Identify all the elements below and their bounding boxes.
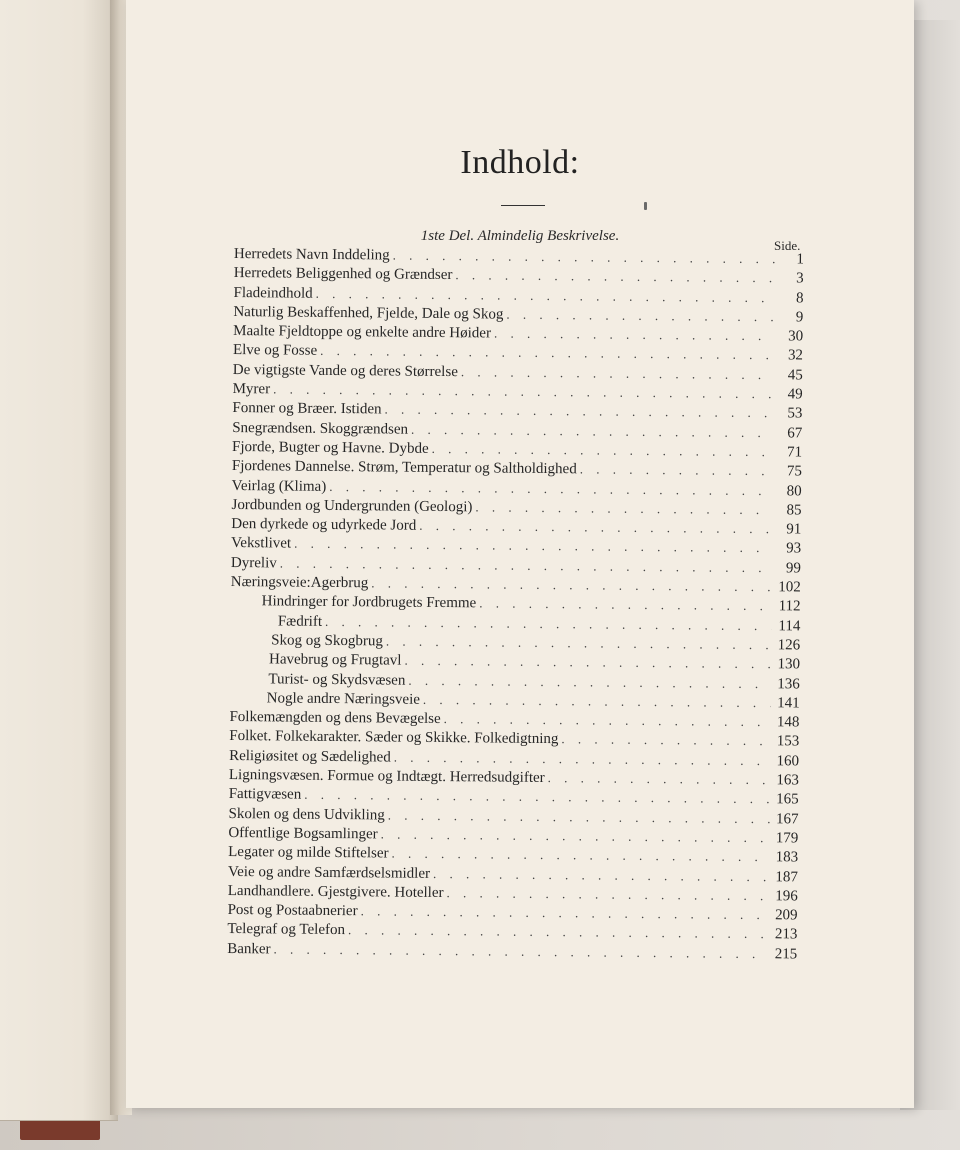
toc-entry-label: Turist- og Skydsvæsen <box>268 670 406 689</box>
toc-leader-dots <box>391 846 769 866</box>
toc-leader-dots <box>304 787 770 807</box>
toc-entry-label: Skog og Skogbrug <box>271 632 383 650</box>
toc-leader-dots <box>423 692 771 711</box>
toc-entry-page-number: 196 <box>775 888 798 905</box>
toc-leader-dots <box>273 381 774 402</box>
toc-entry-label: Maalte Fjeldtoppe og enkelte andre Høider <box>233 323 492 342</box>
toc-leader-dots <box>381 826 770 846</box>
toc-entry-label: Fattigvæsen <box>228 786 302 803</box>
toc-entry-label: Jordbunden og Undergrunden (Geologi) <box>231 496 473 516</box>
table-of-contents-page <box>126 0 914 1108</box>
toc-entry-page-number: 67 <box>787 424 803 442</box>
toc-entry-page-number: 160 <box>776 752 800 770</box>
toc-entry-page-number: 114 <box>778 617 801 635</box>
toc-entry-label: Fjorde, Bugter og Havne. Dybde <box>231 438 429 457</box>
toc-entry-label: Ligningsvæsen. Formue og Indtægt. Herredsudgifter <box>228 766 545 787</box>
toc-entry <box>227 941 797 966</box>
toc-entry-label: Nogle andre Næringsveie <box>266 690 421 708</box>
toc-entry-page-number: 80 <box>786 482 802 500</box>
toc-entry-page-number: 3 <box>796 270 804 287</box>
toc-entry-label: Veirlag (Klima) <box>231 477 327 495</box>
toc-leader-dots <box>561 732 770 750</box>
toc-entry-page-number: 8 <box>795 289 804 307</box>
toc-entry-page-number: 32 <box>787 347 804 364</box>
toc-entry-page-number: 99 <box>785 560 802 577</box>
toc-entry-label: Offentlige Bogsamlinger <box>228 824 378 843</box>
toc-entry-page-number: 163 <box>776 772 799 789</box>
toc-leader-dots <box>411 421 773 440</box>
toc-entry-page-number: 165 <box>776 791 799 808</box>
toc-leader-dots <box>361 903 769 923</box>
toc-entry-label: Dyreliv <box>230 554 277 572</box>
toc-leader-dots <box>394 749 770 769</box>
toc-leader-dots <box>444 711 771 730</box>
toc-leader-dots <box>404 653 771 673</box>
toc-entry-page-number: 49 <box>787 386 803 403</box>
toc-entry-page-number: 71 <box>786 444 803 461</box>
toc-entry-page-number: 141 <box>777 695 800 712</box>
toc-entry-label: Fladeindhold <box>233 284 313 302</box>
toc-entry-label: Myrer <box>232 381 271 398</box>
toc-leader-dots <box>433 865 769 884</box>
toc-entry-page-number: 45 <box>787 367 803 384</box>
toc-entry-label: Naturlig Beskaffenhed, Fjelde, Dale og Skog <box>233 303 504 323</box>
toc-leader-dots <box>408 672 771 691</box>
toc-leader-dots <box>461 364 774 383</box>
toc-entry-label: Fjordenes Dannelse. Strøm, Temperatur og Saltholdighed <box>231 458 577 478</box>
toc-entry-label: Telegraf og Telefon <box>227 921 346 939</box>
toc-leader-dots <box>419 518 772 537</box>
toc-leader-dots <box>386 633 771 653</box>
toc-entry-page-number: 30 <box>788 328 804 345</box>
toc-entry-label: Folkemængden og dens Bevægelse <box>229 709 441 728</box>
toc-leader-dots <box>446 885 768 904</box>
ink-mark <box>644 202 647 210</box>
toc-entry-label: Den dyrkede og udyrkede Jord <box>231 516 417 534</box>
toc-leader-dots <box>320 343 774 363</box>
toc-entry-label: Banker <box>227 940 271 958</box>
toc-entry-page-number: 209 <box>775 907 798 924</box>
toc-entry-label: Fædrift <box>277 613 323 630</box>
toc-entry-page-number: 213 <box>774 926 798 943</box>
toc-entry-page-number: 153 <box>776 733 800 750</box>
toc-leader-dots <box>494 326 774 345</box>
toc-entry-page-number: 102 <box>778 579 801 596</box>
page-title: Indhold: <box>460 144 580 181</box>
toc-leader-dots <box>325 614 771 634</box>
toc-leader-dots <box>385 402 774 422</box>
toc-entry-label: Post og Postaabnerier <box>227 902 358 920</box>
toc-leader-dots <box>329 478 773 498</box>
toc-entry-page-number: 183 <box>775 849 799 866</box>
toc-entry-page-number: 75 <box>786 463 802 480</box>
toc-entry-page-number: 126 <box>777 637 801 654</box>
toc-leader-dots <box>280 555 772 576</box>
toc-leader-dots <box>506 307 774 326</box>
toc-entry-page-number: 93 <box>786 540 802 557</box>
toc-entry-label: Herredets Navn Inddeling <box>233 246 390 264</box>
toc-leader-dots <box>316 285 775 305</box>
toc-leader-dots <box>388 807 770 827</box>
toc-entry-label: Religiøsitet og Sædelighed <box>229 747 391 766</box>
toc-entry-page-number: 187 <box>775 868 799 885</box>
toc-entry-label: Snegrændsen. Skoggrændsen <box>232 419 409 438</box>
toc-leader-dots <box>432 441 773 460</box>
toc-entry-page-number: 136 <box>777 675 800 692</box>
toc-entry-section-prefix: Næringsveie: <box>230 574 311 591</box>
toc-leader-dots <box>548 770 770 788</box>
toc-entry-page-number: 215 <box>774 945 798 963</box>
toc-entry-label: Herredets Beliggenhed og Grændser <box>233 265 453 284</box>
left-page <box>0 0 118 1121</box>
toc-entry-page-number: 130 <box>777 656 801 673</box>
page-column-label: Side. <box>774 238 801 253</box>
toc-leader-dots <box>393 248 775 268</box>
toc-leader-dots <box>294 536 772 557</box>
toc-list <box>227 246 804 965</box>
toc-entry-label: Havebrug og Frugtavl <box>268 651 402 669</box>
toc-entry-page-number: 91 <box>786 521 802 538</box>
toc-entry-label: De vigtigste Vande og deres Størrelse <box>232 361 458 380</box>
toc-entry-page-number: 9 <box>795 309 804 326</box>
toc-entry-label: Legater og milde Stiftelser <box>228 844 389 862</box>
toc-leader-dots <box>580 462 773 480</box>
toc-entry-label: Skolen og dens Udvikling <box>228 805 385 824</box>
toc-entry-page-number: 112 <box>778 598 801 615</box>
toc-leader-dots <box>348 923 769 943</box>
toc-leader-dots <box>274 941 769 962</box>
toc-entry-label: Agerbrug <box>310 574 369 592</box>
toc-leader-dots <box>371 575 772 595</box>
toc-entry-label: Vekstlivet <box>231 535 292 553</box>
toc-entry-label: Folket. Folkekarakter. Sæder og Skikke. Folkedigtning <box>229 728 559 748</box>
toc-entry-page-number: 53 <box>787 405 803 422</box>
toc-entry-page-number: 179 <box>775 830 799 847</box>
title-divider <box>501 205 545 206</box>
toc-entry-page-number: 1 <box>796 251 804 268</box>
toc-entry-label: Elve og Fosse <box>232 342 318 360</box>
toc-entry-label: Veie og andre Samfærdselsmidler <box>227 863 431 882</box>
toc-leader-dots <box>479 596 771 615</box>
toc-entry-label: Landhandlere. Gjestgivere. Hoteller <box>227 882 444 901</box>
toc-leader-dots <box>475 499 772 518</box>
part-heading: 1ste Del. Almindelig Beskrivelse. <box>420 228 620 244</box>
toc-leader-dots <box>455 267 774 286</box>
toc-entry-label: Fonner og Bræer. Istiden <box>232 400 382 418</box>
toc-entry-page-number: 148 <box>776 714 800 731</box>
toc-entry-page-number: 85 <box>786 502 802 519</box>
toc-entry-page-number: 167 <box>775 810 799 828</box>
toc-entry-label: Hindringer for Jordbrugets Fremme <box>261 593 477 612</box>
